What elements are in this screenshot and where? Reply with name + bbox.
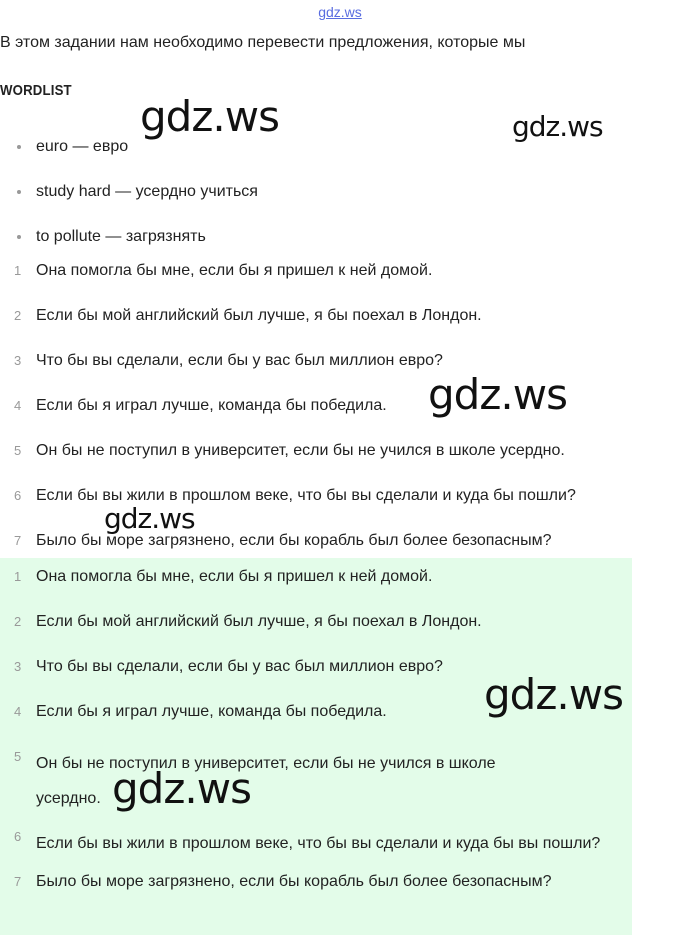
sentence-number: 4 bbox=[14, 704, 22, 719]
sentence-item bbox=[0, 260, 660, 305]
sentence-text: Если бы я играл лучше, команда бы победила. bbox=[36, 397, 387, 414]
sentence-number: 5 bbox=[14, 749, 22, 764]
sentence-item bbox=[0, 485, 660, 530]
wordlist-item bbox=[0, 175, 258, 220]
sentence-number: 4 bbox=[14, 398, 22, 413]
sentence-number: 2 bbox=[14, 308, 22, 323]
wordlist bbox=[0, 130, 258, 265]
bullet-icon bbox=[17, 145, 21, 149]
sentence-item bbox=[0, 440, 660, 485]
sentence-number: 6 bbox=[14, 829, 22, 844]
watermark: gdz.ws bbox=[104, 502, 195, 535]
watermark: gdz.ws bbox=[428, 370, 567, 419]
bullet-icon bbox=[17, 235, 21, 239]
answer-sentence-item bbox=[0, 611, 632, 656]
wordlist-item-text: euro — евро bbox=[36, 138, 129, 155]
sentence-text: Если бы я играл лучше, команда бы победила. bbox=[36, 703, 387, 720]
sentence-text: Если бы вы жили в прошлом веке, что бы вы сделали и куда бы пошли? bbox=[36, 487, 576, 504]
watermark: gdz.ws bbox=[112, 764, 251, 813]
sentence-text: Если бы мой английский был лучше, я бы поехал в Лондон. bbox=[36, 307, 482, 324]
sentence-text: Он бы не поступил в университет, если бы не учился в школе усердно. bbox=[36, 755, 496, 807]
answer-sentence-item bbox=[0, 871, 632, 916]
sentence-number: 7 bbox=[14, 533, 22, 548]
sentence-text: Было бы море загрязнено, если бы корабль был более безопасным? bbox=[36, 532, 552, 549]
sentence-number: 3 bbox=[14, 659, 22, 674]
sentence-text: Он бы не поступил в университет, если бы не учился в школе усердно. bbox=[36, 442, 565, 459]
answer-sentence-list bbox=[0, 566, 632, 916]
wordlist-item-text: to pollute — загрязнять bbox=[36, 228, 206, 245]
watermark: gdz.ws bbox=[140, 92, 279, 141]
wordlist-item-text: study hard — усердно учиться bbox=[36, 183, 258, 200]
wordlist-item bbox=[0, 220, 258, 265]
sentence-text: Было бы море загрязнено, если бы корабль был более безопасным? bbox=[36, 873, 552, 890]
intro-text: В этом задании нам необходимо перевести предложения, которые мы bbox=[0, 34, 526, 51]
answer-sentence-item bbox=[0, 826, 632, 871]
answer-sentence-item bbox=[0, 566, 632, 611]
bullet-icon bbox=[17, 190, 21, 194]
sentence-item bbox=[0, 305, 660, 350]
sentence-text: Что бы вы сделали, если бы у вас был миллион евро? bbox=[36, 352, 443, 369]
sentence-number: 7 bbox=[14, 874, 22, 889]
watermark: gdz.ws bbox=[512, 110, 603, 143]
wordlist-heading: WORDLIST bbox=[0, 82, 72, 99]
sentence-number: 1 bbox=[14, 263, 22, 278]
sentence-text: Если бы мой английский был лучше, я бы поехал в Лондон. bbox=[36, 613, 482, 630]
sentence-text: Она помогла бы мне, если бы я пришел к ней домой. bbox=[36, 262, 433, 279]
sentence-number: 1 bbox=[14, 569, 22, 584]
sentence-number: 6 bbox=[14, 488, 22, 503]
sentence-number: 5 bbox=[14, 443, 22, 458]
watermark: gdz.ws bbox=[484, 670, 623, 719]
sentence-text: Она помогла бы мне, если бы я пришел к ней домой. bbox=[36, 568, 433, 585]
sentence-text: Если бы вы жили в прошлом веке, что бы вы сделали и куда бы вы пошли? bbox=[36, 835, 601, 852]
sentence-number: 2 bbox=[14, 614, 22, 629]
sentence-text: Что бы вы сделали, если бы у вас был миллион евро? bbox=[36, 658, 443, 675]
sentence-number: 3 bbox=[14, 353, 22, 368]
site-link[interactable]: gdz.ws bbox=[318, 4, 362, 20]
answer-sentence-item bbox=[0, 746, 632, 826]
